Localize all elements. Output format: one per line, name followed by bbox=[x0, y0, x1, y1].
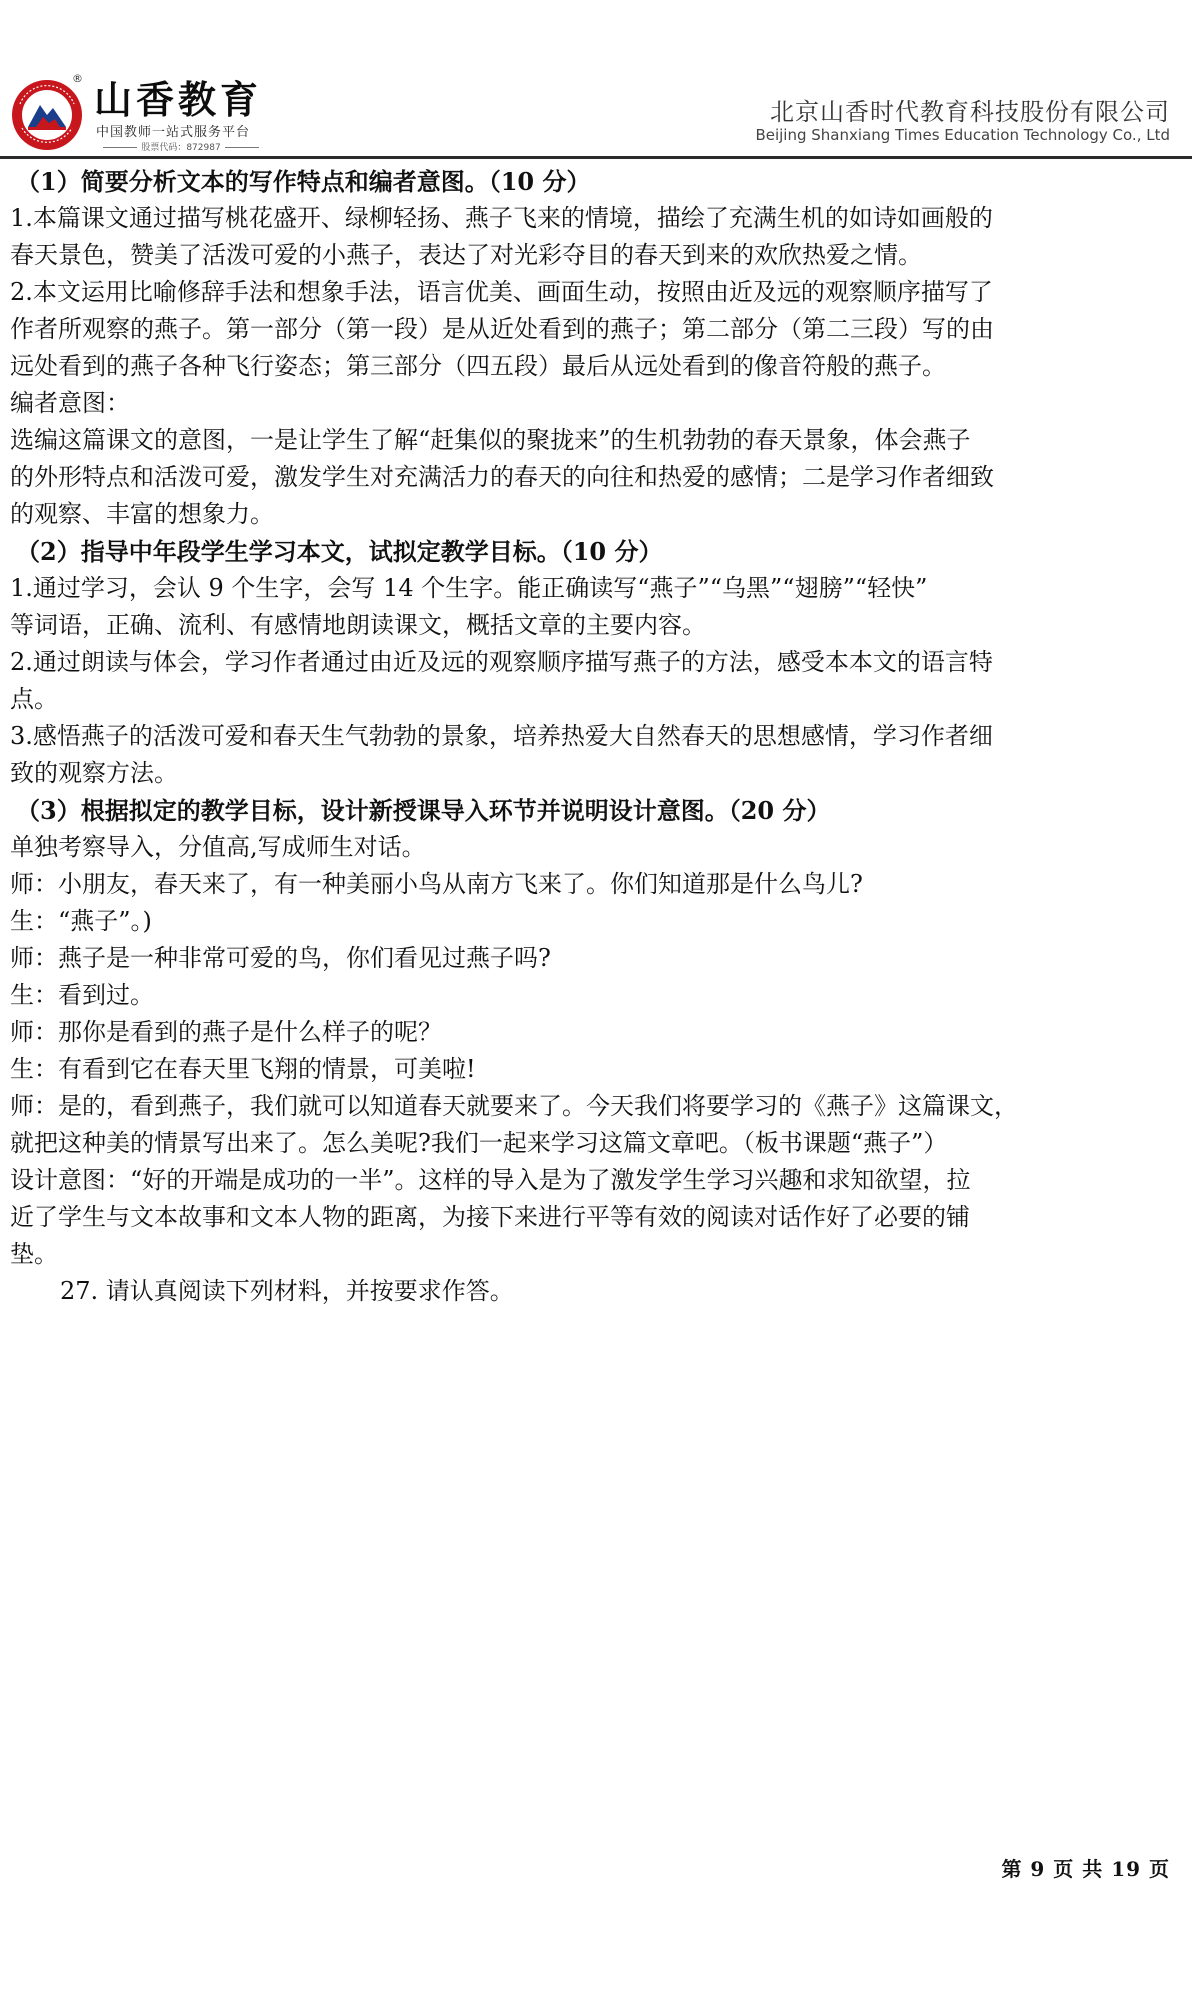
text-line: 作者所观察的燕子。第一部分（第一段）是从近处看到的燕子；第二部分（第二三段）写的由 bbox=[10, 315, 994, 343]
divider bbox=[225, 147, 259, 148]
text-line: 师：那你是看到的燕子是什么样子的呢？ bbox=[10, 1018, 442, 1046]
text-line: 春天景色，赞美了活泼可爱的小燕子，表达了对光彩夺目的春天到来的欢欣热爱之情。 bbox=[10, 241, 922, 269]
question-prompt: 27. 请认真阅读下列材料，并按要求作答。 bbox=[60, 1277, 514, 1305]
text-line: 单独考察导入，分值高,写成师生对话。 bbox=[10, 833, 426, 861]
text-line: 1.通过学习，会认 9 个生字，会写 14 个生字。能正确读写“燕子”“乌黑”“翅膀”“轻快” bbox=[10, 574, 928, 602]
text-line: 师：燕子是一种非常可爱的鸟，你们看见过燕子吗? bbox=[10, 944, 551, 972]
text-line: 3.感悟燕子的活泼可爱和春天生气勃勃的景象，培养热爱大自然春天的思想感情，学习作者细 bbox=[10, 722, 993, 750]
brand-slogan: 中国教师一站式服务平台 bbox=[96, 125, 251, 140]
stock-code-text: 股票代码：872987 bbox=[141, 143, 221, 153]
text-line: 2.本文运用比喻修辞手法和想象手法，语言优美、画面生动，按照由近及远的观察顺序描写了 bbox=[10, 278, 993, 306]
text-line: 2.通过朗读与体会，学习作者通过由近及远的观察顺序描写燕子的方法，感受本本文的语言特 bbox=[10, 648, 993, 676]
text-line: 生：看到过。 bbox=[10, 981, 154, 1009]
text-line: 的观察、丰富的想象力。 bbox=[10, 500, 274, 528]
company-name-cn: 北京山香时代教育科技股份有限公司 bbox=[770, 98, 1170, 126]
text-line: 致的观察方法。 bbox=[10, 759, 178, 787]
text-line: 的外形特点和活泼可爱，激发学生对充满活力的春天的向往和热爱的感情；二是学习作者细致 bbox=[10, 463, 994, 491]
divider bbox=[103, 147, 137, 148]
company-name-en: Beijing Shanxiang Times Education Technology Co., Ltd bbox=[755, 126, 1170, 144]
text-line: 近了学生与文本故事和文本人物的距离，为接下来进行平等有效的阅读对话作好了必要的铺 bbox=[10, 1203, 970, 1231]
shanxiang-logo-icon bbox=[10, 78, 84, 152]
text-line: 师：小朋友，春天来了，有一种美丽小鸟从南方飞来了。你们知道那是什么鸟儿? bbox=[10, 870, 863, 898]
text-line: 生：“燕子”。) bbox=[10, 907, 152, 935]
text-line: 编者意图： bbox=[10, 389, 130, 417]
document-body bbox=[10, 163, 1170, 1310]
text-line: 等词语，正确、流利、有感情地朗读课文，概括文章的主要内容。 bbox=[10, 611, 706, 639]
text-line: 就把这种美的情景写出来了。怎么美呢?我们一起来学习这篇文章吧。（板书课题“燕子”） bbox=[10, 1129, 948, 1157]
brand-name: 山香教育 bbox=[94, 78, 263, 122]
text-line: 1.本篇课文通过描写桃花盛开、绿柳轻扬、燕子飞来的情境，描绘了充满生机的如诗如画般的 bbox=[10, 204, 993, 232]
header-divider bbox=[0, 156, 1192, 159]
text-line: 生：有看到它在春天里飞翔的情景，可美啦! bbox=[10, 1055, 476, 1083]
text-line: 选编这篇课文的意图，一是让学生了解“赶集似的聚拢来”的生机勃勃的春天景象，体会燕子 bbox=[10, 426, 971, 454]
registered-mark: ® bbox=[72, 72, 83, 85]
stock-code bbox=[96, 140, 266, 153]
section-heading: （2）指导中年段学生学习本文，试拟定教学目标。（10 分） bbox=[16, 537, 663, 566]
text-line: 远处看到的燕子各种飞行姿态；第三部分（四五段）最后从远处看到的像音符般的燕子。 bbox=[10, 352, 946, 380]
section-heading: （3）根据拟定的教学目标，设计新授课导入环节并说明设计意图。（20 分） bbox=[16, 796, 831, 825]
page-number: 第 9 页 共 19 页 bbox=[1001, 1857, 1170, 1881]
text-line: 垫。 bbox=[10, 1240, 58, 1268]
text-line: 设计意图：“好的开端是成功的一半”。这样的导入是为了激发学生学习兴趣和求知欲望，拉 bbox=[10, 1166, 971, 1194]
text-line: 点。 bbox=[10, 685, 58, 713]
section-heading: （1）简要分析文本的写作特点和编者意图。（10 分） bbox=[16, 167, 591, 196]
text-line: 师：是的，看到燕子，我们就可以知道春天就要来了。今天我们将要学习的《燕子》这篇课文， bbox=[10, 1092, 1018, 1120]
page-header bbox=[0, 0, 1192, 160]
